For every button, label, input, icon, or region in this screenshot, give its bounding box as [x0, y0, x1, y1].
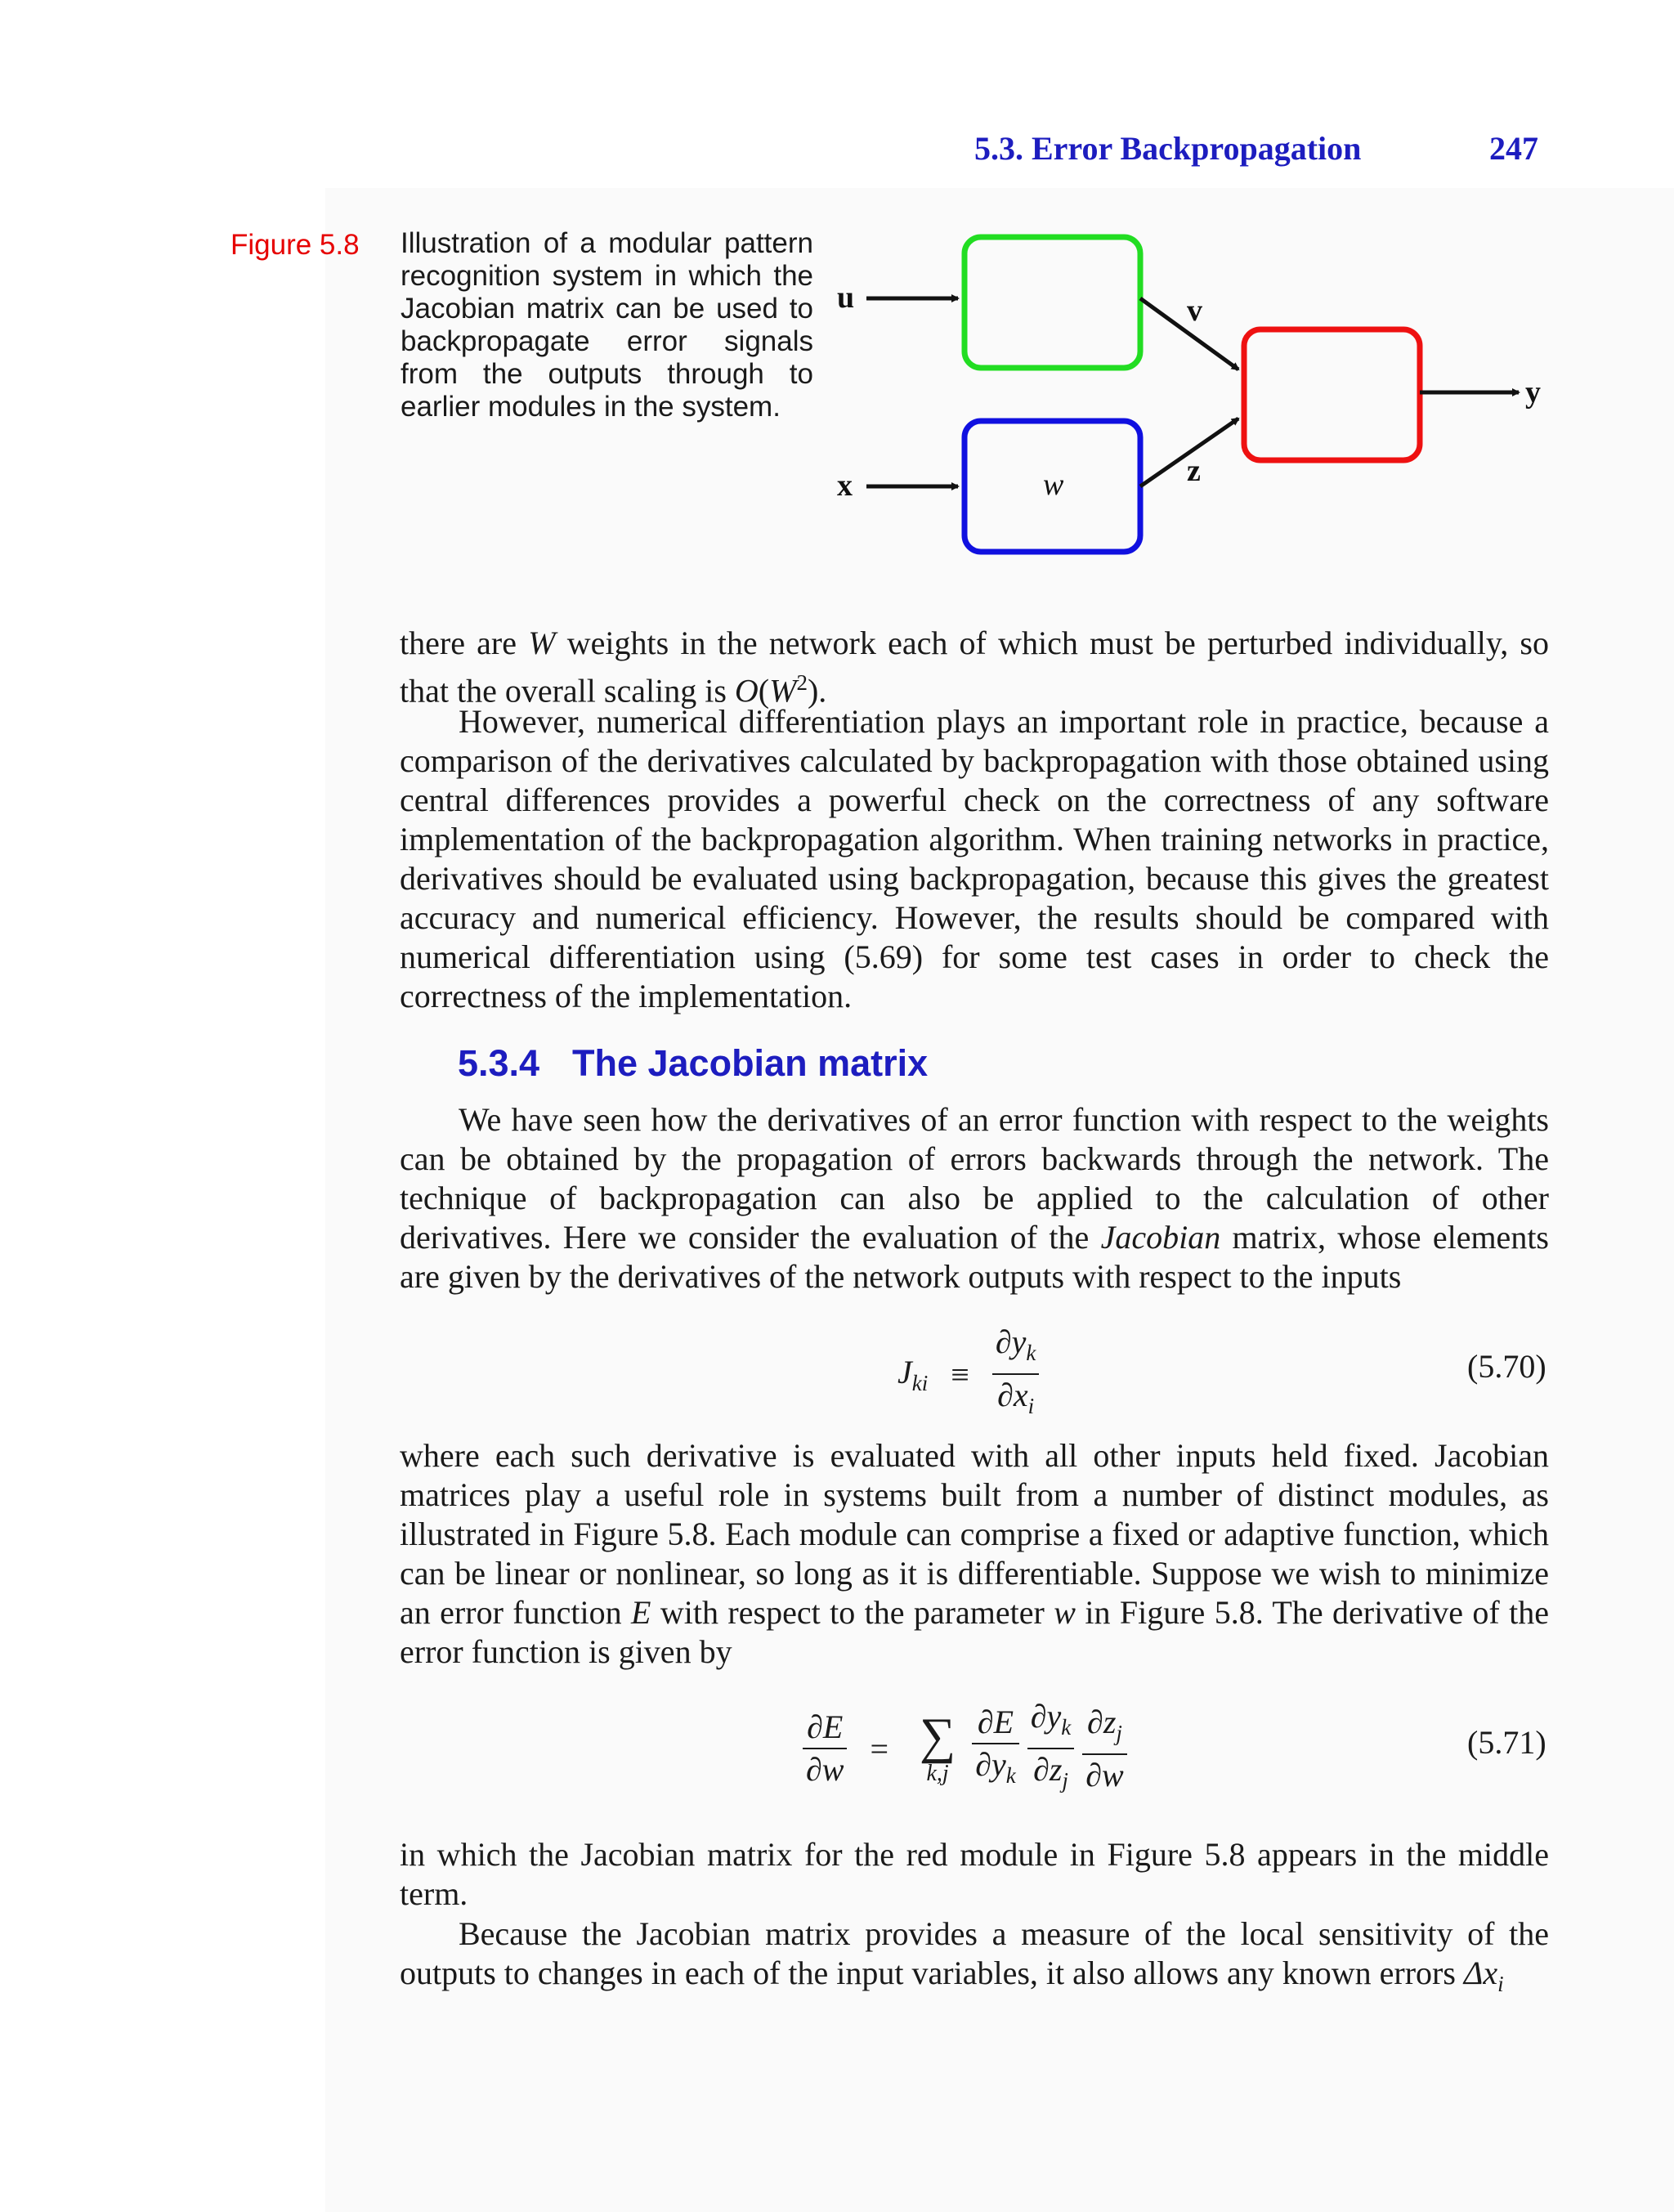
label-z: z [1187, 454, 1201, 488]
label-y: y [1525, 375, 1541, 410]
label-v: v [1187, 293, 1202, 328]
top-module [965, 237, 1140, 368]
equation-number-5-71: (5.71) [1467, 1724, 1546, 1761]
section-heading [458, 1042, 928, 1085]
figure-caption: Illustration of a modular pattern recognition system in which the Jacobian matrix can be used to backpropagate error signals from the outputs through to earlier modules in the system. [401, 227, 813, 423]
paragraph-6: Because the Jacobian matrix provides a measure of the local sensitivity of the outputs to changes in each of the input variables, it also allows any known errors $\Delta x_i$ [400, 1915, 1549, 1996]
equation-5-70: $J_{ki}$ ≡ $\frac{\partial y_k}{\partial x_i}$ [897, 1322, 1039, 1426]
running-header-section: 5.3. Error Backpropagation [974, 130, 1362, 167]
paragraph-5: in which the Jacobian matrix for the red module in Figure 5.8 appears in the middle term. [400, 1836, 1549, 1912]
equation-number-5-70: (5.70) [1467, 1348, 1546, 1385]
paragraph-2: However, numerical differentiation plays an important role in practice, because a comparison of the derivatives calculated by backpropagation with those obtained using central differences provides a powerful check on the correctness of any software implementation of the backpropagation algorithm. When training networks in practice, derivatives should be evaluated using backpropagation, because this gives the greatest accuracy and numerical efficiency. However, the results should be compared with numerical differentiation using (5.69) for some test cases in order to check the correctness of the implementation. [400, 703, 1549, 1014]
equation-5-71: $\frac{\partial E}{\partial w}$ = ∑ k,j $\frac{\partial E}{\partial y_k}$ $\frac{\partial y_k}{\partial z_j}$ $\frac{\partial z_j}{\partial w}$ [803, 1696, 1127, 1801]
figure-label: Figure 5.8 [231, 229, 360, 261]
red-module [1244, 329, 1420, 460]
paragraph-3: We have seen how the derivatives of an error function with respect to the weights can be obtained by the propagation of errors backwards through the network. The technique of backpropagation can also be applied to the calculation of other derivatives. Here we consider the evaluation of the Jacobian matrix, whose elements are given by the derivatives of the network outputs with respect to the inputs [400, 1101, 1549, 1295]
paragraph-1: there are W weights in the network each of which must be perturbed individually, so that the overall scaling is $O(W^2)$. [400, 625, 1549, 710]
page-number: 247 [1489, 130, 1538, 167]
label-x: x [837, 468, 853, 503]
section-title: The Jacobian matrix [572, 1042, 929, 1084]
label-u: u [837, 280, 855, 315]
paragraph-4: where each such derivative is evaluated with all other inputs held fixed. Jacobian matrices play a useful role in systems built from a number of distinct modules, as illustrated in Figure 5.8. Each module can comprise a fixed or adaptive function, which can be linear or nonlinear, so long as it is differentiable. Suppose we wish to minimize an error function E with respect to the parameter w in Figure 5.8. The derivative of the error function is given by [400, 1437, 1549, 1670]
label-w: w [1043, 468, 1064, 502]
modular-system-diagram [817, 221, 1586, 564]
section-number: 5.3.4 [458, 1042, 540, 1084]
